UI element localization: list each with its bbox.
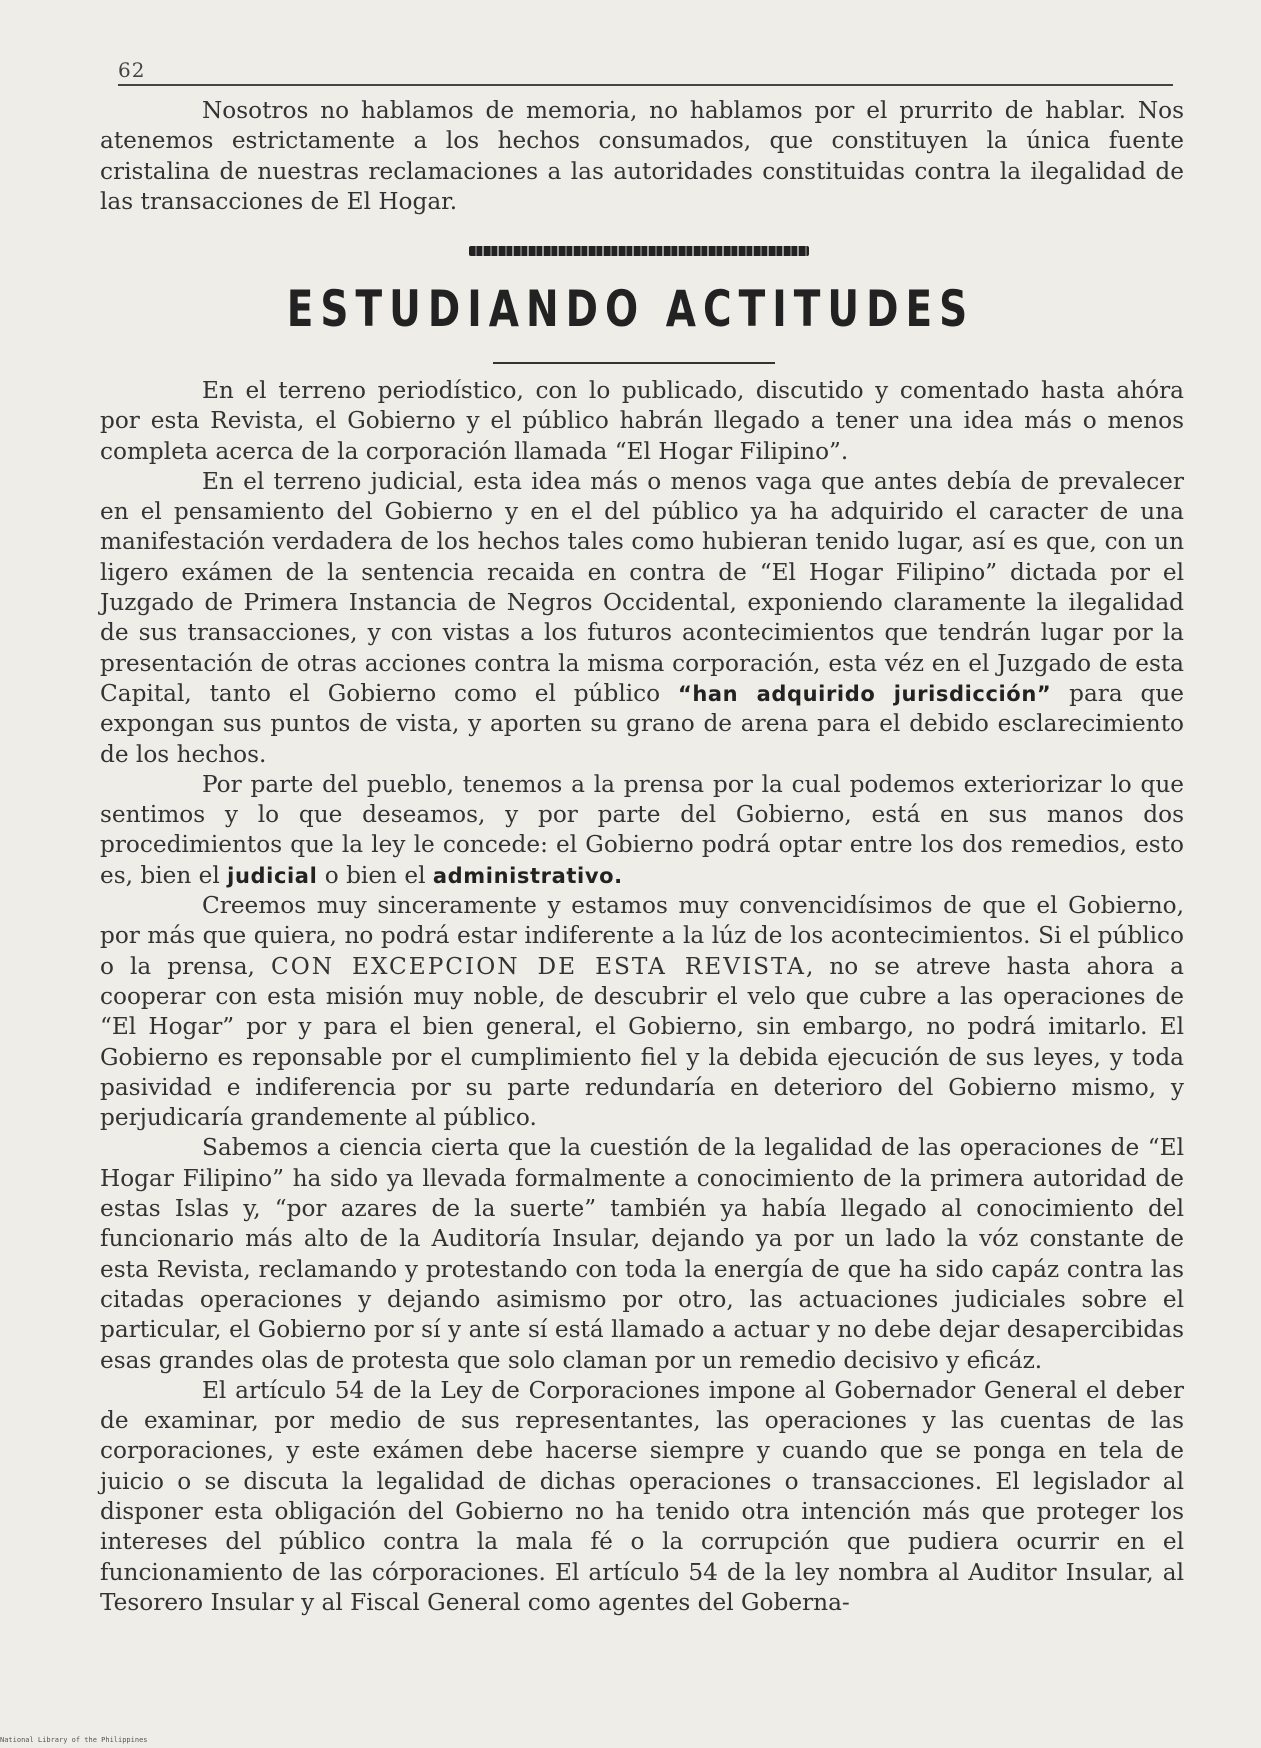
paragraph-text: para que expongan sus puntos de vista, y aporten su grano de arena para el debido esclarecimiento de los hechos. bbox=[100, 679, 1185, 768]
paragraph-text: En el terreno judicial, esta idea más o menos vaga que antes debía de prevalecer en el pensamiento del Gobierno y en el del público ya ha adquirido el caracter de una manifestación verdadera de los hechos tales como hubieran tenido lugar, así es que, con un ligero exámen de la sentencia recaida en contra de “El Hogar Filipino” dictada por el Juzgado de Primera Instancia de Negros Occidental, exponiendo claramente la ilegalidad de sus transacciones, y con vistas a los futuros acontecimientos que tendrán lugar por la presentación de otras acciones contra la misma corporación, esta véz en el Juzgado de esta Capital, tanto el Gobierno como el público bbox=[100, 467, 1184, 707]
article-paragraph-5 bbox=[100, 1133, 1184, 1375]
capitalized-phrase: CON EXCEPCION DE ESTA REVISTA bbox=[270, 952, 806, 980]
paragraph-text: o bien el bbox=[324, 861, 426, 889]
article-paragraph-6 bbox=[100, 1376, 1184, 1618]
emphasized-word-judicial: judicial bbox=[227, 863, 318, 888]
article-body bbox=[100, 376, 1184, 1618]
emphasized-word-administrativo: administrativo. bbox=[432, 863, 623, 888]
emphasized-phrase: “han adquirido jurisdicción” bbox=[677, 681, 1052, 706]
article-title: ESTUDIANDO ACTITUDES bbox=[286, 280, 975, 338]
paragraph-text: En el terreno periodístico, con lo publicado, discutido y comentado hasta ahóra por esta Revista, el Gobierno y el público habrán llegado a tener una idea más o menos completa acerca de la corporación llamada “El Hogar Filipino”. bbox=[100, 377, 1184, 465]
paragraph-text: , no se atreve hasta ahora a cooperar con esta misión muy noble, de descubrir el velo que cubre a las operaciones de “El Hogar” por y para el bien general, el Gobierno, sin embargo, no podrá imitarlo. El Gobierno es reponsable por el cumplimiento fiel y la debida ejecución de sus leyes, y toda pasividad e indiferencia por su parte redundaría en deterioro del Gobierno mismo, y perjudicaría grandemente al público. bbox=[100, 952, 1184, 1132]
paragraph-text: Creemos muy sinceramente y estamos muy convencidísimos de que el Gobierno, por más que quiera, no podrá estar indiferente a la lúz de los acontecimientos. Si el público o la prensa, bbox=[100, 892, 1184, 980]
page-number: 62 bbox=[118, 58, 146, 82]
article-paragraph-4 bbox=[100, 891, 1184, 1133]
paragraph-text: El artículo 54 de la Ley de Corporaciones impone al Gobernador General el deber de examinar, por medio de sus representantes, las operaciones y las cuentas de las corporaciones, y este exámen debe hacerse siempre y cuando que se ponga en tela de juicio o se discuta la legalidad de dichas operaciones o transacciones. El legislador al disponer esta obligación del Gobierno no ha tenido otra intención más que proteger los intereses del público contra la mala fé o la corrupción que pudiera ocurrir en el funcionamiento de las córporaciones. El artículo 54 de la ley nombra al Auditor Insular, al Tesorero Insular y al Fiscal General como agentes del Goberna- bbox=[100, 1376, 1184, 1616]
library-watermark: National Library of the Philippines bbox=[0, 1736, 148, 1744]
ornamental-divider bbox=[469, 246, 809, 256]
paragraph-text: Por parte del pueblo, tenemos a la prensa por la cual podemos exteriorizar lo que sentimos y lo que deseamos, y por parte del Gobierno, está en sus manos dos procedimientos que la ley le concede: el Gobierno podrá optar entre los dos remedios, esto es, bien el bbox=[100, 770, 1184, 889]
paragraph-text: Sabemos a ciencia cierta que la cuestión de la legalidad de las operaciones de “El Hogar Filipino” ha sido ya llevada formalmente a conocimiento de la primera autoridad de estas Islas y, “por azares de la suerte” también ya había llegado al conocimiento del funcionario más alto de la Auditoría Insular, dejando ya por un lado la vóz constante de esta Revista, reclamando y protestando con toda la energía de que ha sido capáz contra las citadas operaciones y dejando asimismo por otro, las actuaciones judiciales sobre el particular, el Gobierno por sí y ante sí está llamado a actuar y no debe dejar desapercibidas esas grandes olas de protesta que solo claman por un remedio decisivo y eficáz. bbox=[100, 1134, 1184, 1374]
article-paragraph-1 bbox=[100, 376, 1184, 467]
header-rule bbox=[118, 84, 1173, 86]
intro-section bbox=[100, 96, 1184, 217]
intro-paragraph: Nosotros no hablamos de memoria, no hablamos por el prurrito de hablar. Nos atenemos estrictamente a los hechos consumados, que constituyen la única fuente cristalina de nuestras reclamaciones a las autoridades constituidas contra la ilegalidad de las transacciones de El Hogar. bbox=[100, 97, 1184, 215]
article-paragraph-3 bbox=[100, 770, 1184, 891]
title-underline bbox=[493, 362, 775, 364]
article-paragraph-2 bbox=[100, 467, 1184, 770]
